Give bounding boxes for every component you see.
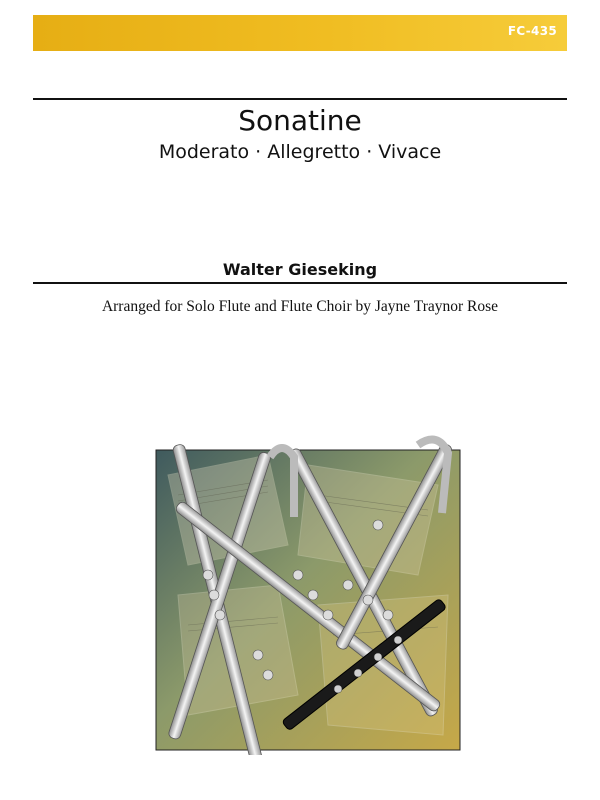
arrangement-credit: Arranged for Solo Flute and Flute Choir by Jayne Traynor Rose [101, 298, 499, 315]
movements-subtitle: Moderato · Allegretto · Vivace [158, 141, 442, 163]
composer-rule [33, 282, 567, 284]
piece-title: Sonatine [238, 104, 362, 137]
flutes-collage-icon [148, 435, 468, 755]
header-banner [33, 15, 567, 51]
catalog-code: FC-435 [507, 24, 557, 38]
top-rule [33, 98, 567, 100]
composer-name: Walter Gieseking [222, 260, 378, 279]
